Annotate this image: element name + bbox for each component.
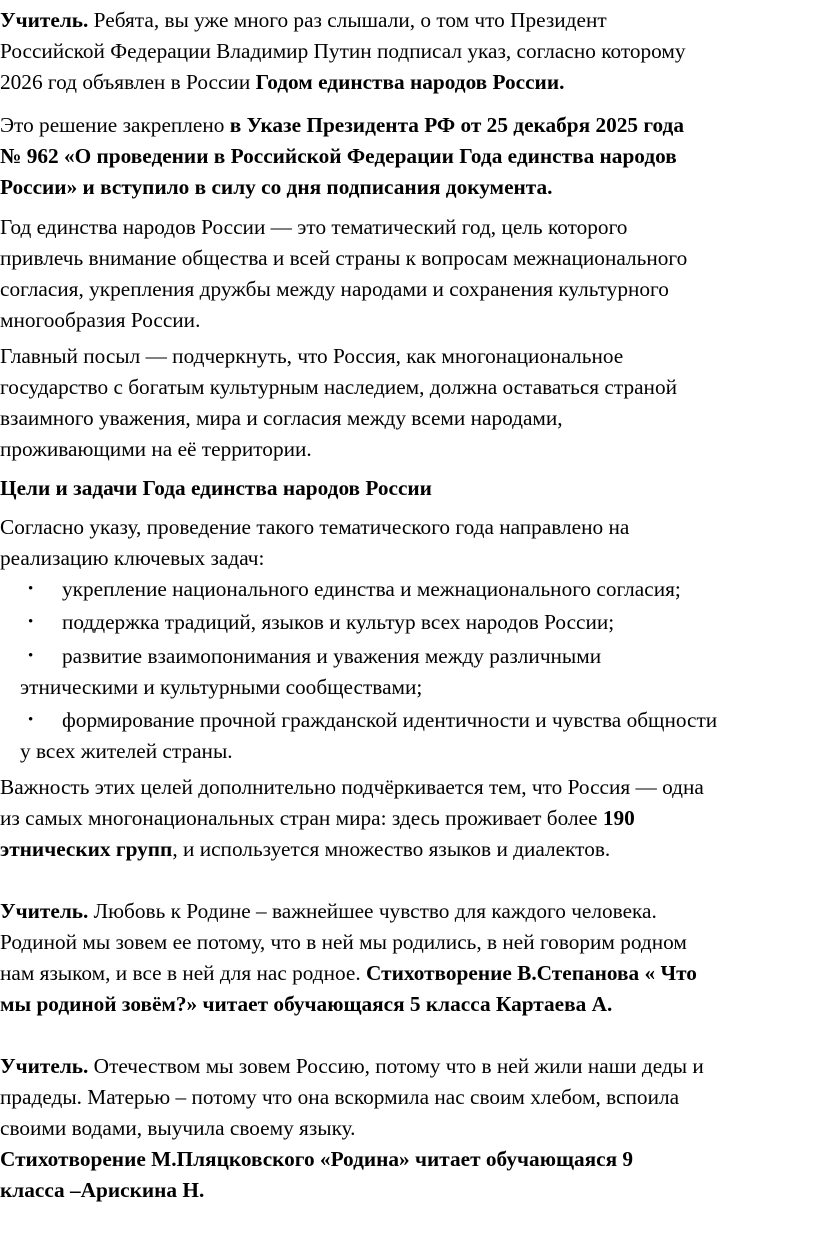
text-line: государство с богатым культурным наследием, должна оставаться страной [0,375,677,399]
document-page: Учитель. Ребята, вы уже много раз слышали, о том что Президент Российской Федерации Владимир Путин подписал указ, согласно которому 2026 год объявлен в России Годом единства народов России. Это решение закреплено в Указе Президента РФ от 25 декабря 2025 года № 962 «О проведении в Российской Федерации Года единства народов России» и вступило в силу со дня подписания документа. Год единства народов России — это тематический год, цель которого привлечь внимание общества и всей страны к вопросам межнационального согласия, укрепления дружбы между народами и сохранения культурного многообразия России. Главный посыл — подчеркнуть, что Россия, как многонациональное государство с богатым культурным наследием, должна оставаться страной взаимного уважения, мира и согласия между всеми народами, проживающими на её территории. Цели и задачи Года единства народов России Согласно указу, проведение такого тематического года направлено на реализацию ключевых задач: • укрепление национального единства и межнационального согласия; • поддержка традиций, языков и культур всех народов России; • развитие взаимопонимания и уважения между различными этническими и культурными сообществами; • формирование прочной гражданской идентичности и чувства общности у всех жителей страны. Важность этих целей дополнительно подчёркивается тем, что Россия — одна из самых многонациональных стран мира: здесь проживает более 190 этнических групп, и используется множество языков и диалектов. Учитель. Любовь к Родине – важнейшее чувство для каждого человека. Родиной мы зовем ее потому, что в ней мы родились, в ней говорим родном нам языком, и все в ней для нас родное. Стихотворение В.Степанова « Что мы родиной зовём?» читает обучающаяся 5 класса Картаева А. Учитель. Отечеством мы зовем Россию, потому что в ней жили наши деды и прадеды. Матерью – потому что она вскормила нас своим хлебом, вспоила своими водами, выучила своему языку. Стихотворение М.Пляцковского «Родина» читает обучающаяся 9 класса –Арискина Н. [0,0,816,1238]
text-line: № 962 «О проведении в Российской Федерации Года единства народов [0,144,677,168]
text-line: мы родиной зовём?» читает обучающаяся 5 класса Картаева А. [0,992,613,1016]
text-line: Российской Федерации Владимир Путин подписал указ, согласно которому [0,39,686,63]
text-line: многообразия России. [0,308,201,332]
text-line: своими водами, выучила своему языку. [0,1116,356,1140]
text-line: 2026 год объявлен в России Годом единства народов России. [0,70,565,94]
text-line: Это решение закреплено в Указе Президента РФ от 25 декабря 2025 года [0,113,684,137]
text-line: Стихотворение М.Пляцковского «Родина» читает обучающаяся 9 [0,1147,634,1171]
text-line: класса –Арискина Н. [0,1178,205,1202]
text-line: реализацию ключевых задач: [0,546,265,570]
text-line: Год единства народов России — это тематический год, цель которого [0,215,628,239]
bullet-icon: • [28,581,34,597]
text-line: Родиной мы зовем ее потому, что в ней мы родились, в ней говорим родном [0,930,687,954]
bullet-icon: • [28,648,34,664]
text-line: нам языком, и все в ней для нас родное. Стихотворение В.Степанова « Что [0,961,697,985]
text-line: Согласно указу, проведение такого тематического года направлено на [0,515,630,539]
text-line: этнических групп, и используется множество языков и диалектов. [0,837,611,861]
text-line: проживающими на её территории. [0,437,312,461]
text-line: Учитель. Отечеством мы зовем Россию, потому что в ней жили наши деды и [0,1054,704,1078]
speaker-label: Учитель. [0,8,89,32]
text-line: прадеды. Матерью – потому что она вскормила нас своим хлебом, вспоила [0,1085,680,1109]
text-line: согласия, укрепления дружбы между народами и сохранения культурного [0,277,669,301]
text-line: из самых многонациональных стран мира: здесь проживает более 190 [0,806,635,830]
text-line: Главный посыл — подчеркнуть, что Россия, как многонациональное [0,344,624,368]
text-line: привлечь внимание общества и всей страны к вопросам межнационального [0,246,688,270]
speaker-label: Учитель. [0,1054,89,1078]
text-line: взаимного уважения, мира и согласия между всеми народами, [0,406,563,430]
section-heading: Цели и задачи Года единства народов России [0,476,432,500]
speaker-label: Учитель. [0,899,89,923]
text-line: Важность этих целей дополнительно подчёркивается тем, что Россия — одна [0,775,704,799]
bullet-icon: • [28,712,34,728]
text-line: Учитель. Ребята, вы уже много раз слышали, о том что Президент [0,8,607,32]
text-line: России» и вступило в силу со дня подписания документа. [0,175,553,199]
text-line: Учитель. Любовь к Родине – важнейшее чувство для каждого человека. [0,899,657,923]
bullet-icon: • [28,614,34,630]
